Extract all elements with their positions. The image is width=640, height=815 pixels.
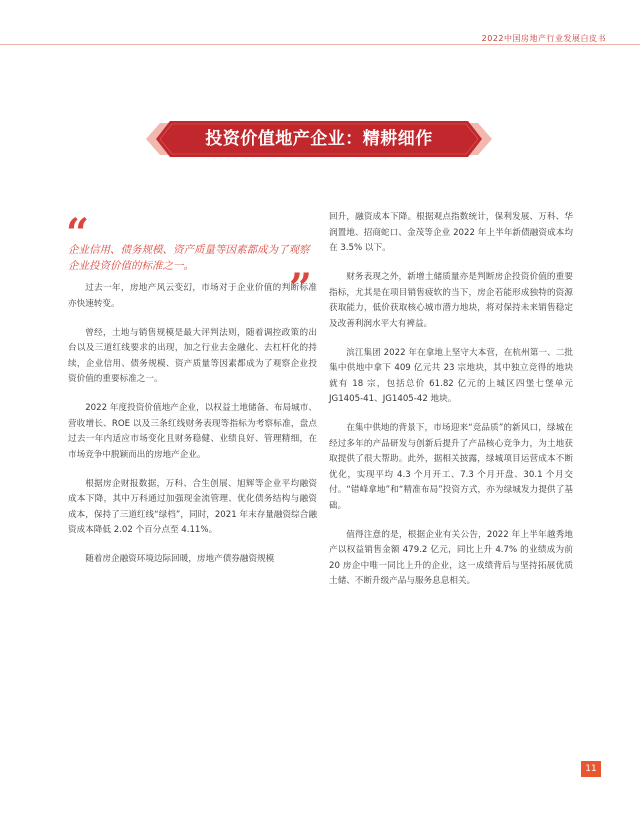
page-number: 11 (581, 761, 601, 777)
header-divider (0, 44, 640, 45)
section-title-ribbon (146, 121, 492, 157)
paragraph: 财务表现之外，新增土储质量亦是判断房企投资价值的重要指标，尤其是在项目销售疲软的当下，房企若能形成独特的资源获取能力，低价获取核心城市潜力地块，将对保持未来销售稳定及改善利润水平大有裨益。 (329, 272, 573, 329)
open-quote-icon: “ (66, 210, 90, 257)
paragraph: 过去一年，房地产风云变幻，市场对于企业价值的判断标准亦快速转变。 (68, 283, 317, 309)
right-column (329, 210, 573, 603)
header-title: 2022中国房地产行业发展白皮书 (481, 34, 606, 43)
paragraph: 值得注意的是，根据企业有关公告，2022 年上半年越秀地产以权益销售金额 479.2 亿元，同比上升 4.7% 的业绩成为前 20 房企中唯一同比上升的企业，这一成绩背后与坚持拓展优质土储、不断升级产品与服务息息相关。 (329, 529, 573, 586)
paragraph: 随着房企融资环境边际回暖，房地产债券融资规模 (85, 554, 275, 564)
paragraph: 在集中供地的背景下，市场迎来“竞品质”的新风口，绿城在经过多年的产品研发与创新后提升了产品核心竞争力，为土地获取提供了很大帮助。此外，据相关披露，绿城项目运营成本不断优化，实现平均 4.3 个月开工、7.3 个月开盘、30.1 个月交付。“错峰拿地”和“精准布局”投资方式，亦为绿城发力提供了基础。 (329, 423, 573, 511)
paragraph: 根据房企财报数据，万科、合生创展、旭辉等企业平均融资成本下降，其中万科通过加强现金流管理、优化债务结构与融资成本，保持了三道红线“绿档”，同时，2021 年末存量融资综合融资成本降低 2.02 个百分点至 4.11%。 (68, 478, 317, 535)
left-column (68, 281, 317, 581)
paragraph: 回升，融资成本下降。根据观点指数统计，保利发展、万科、华润置地、招商蛇口、金茂等企业 2022 年上半年新债融资成本均在 3.5% 以下。 (329, 212, 573, 253)
paragraph: 2022 年度投资价值地产企业，以权益土地储备、布局城市、营收增长、ROE 以及三条红线财务表现等指标为考察标准，盘点过去一年内适应市场变化且财务稳健、业绩良好、管理精细，在市场竞争中脱颖而出的房地产企业。 (68, 403, 317, 460)
pull-quote: 企业信用、债务规模、资产质量等因素都成为了观察企业投资价值的标准之一。 (68, 244, 310, 272)
paragraph: 滨江集团 2022 年在拿地上坚守大本营，在杭州第一、二批集中供地中拿下 409 亿元共 23 宗地块，其中独立竞得的地块就有 18 宗，包括总价 61.82 亿元的上城区四堡七堡单元 JG1405-41、JG1405-42 地块。 (329, 347, 573, 404)
close-quote-icon: ” (289, 265, 313, 312)
section-title: 投资价值地产企业：精耕细作 (205, 129, 433, 149)
paragraph: 曾经，土地与销售规模是最大评判法则，随着调控政策的出台以及三道红线要求的出现，加之行业去金融化、去杠杆化的持续，企业信用、债务规模、资产质量等因素都成为了观察企业投资价值的重要标准之一。 (68, 327, 317, 384)
